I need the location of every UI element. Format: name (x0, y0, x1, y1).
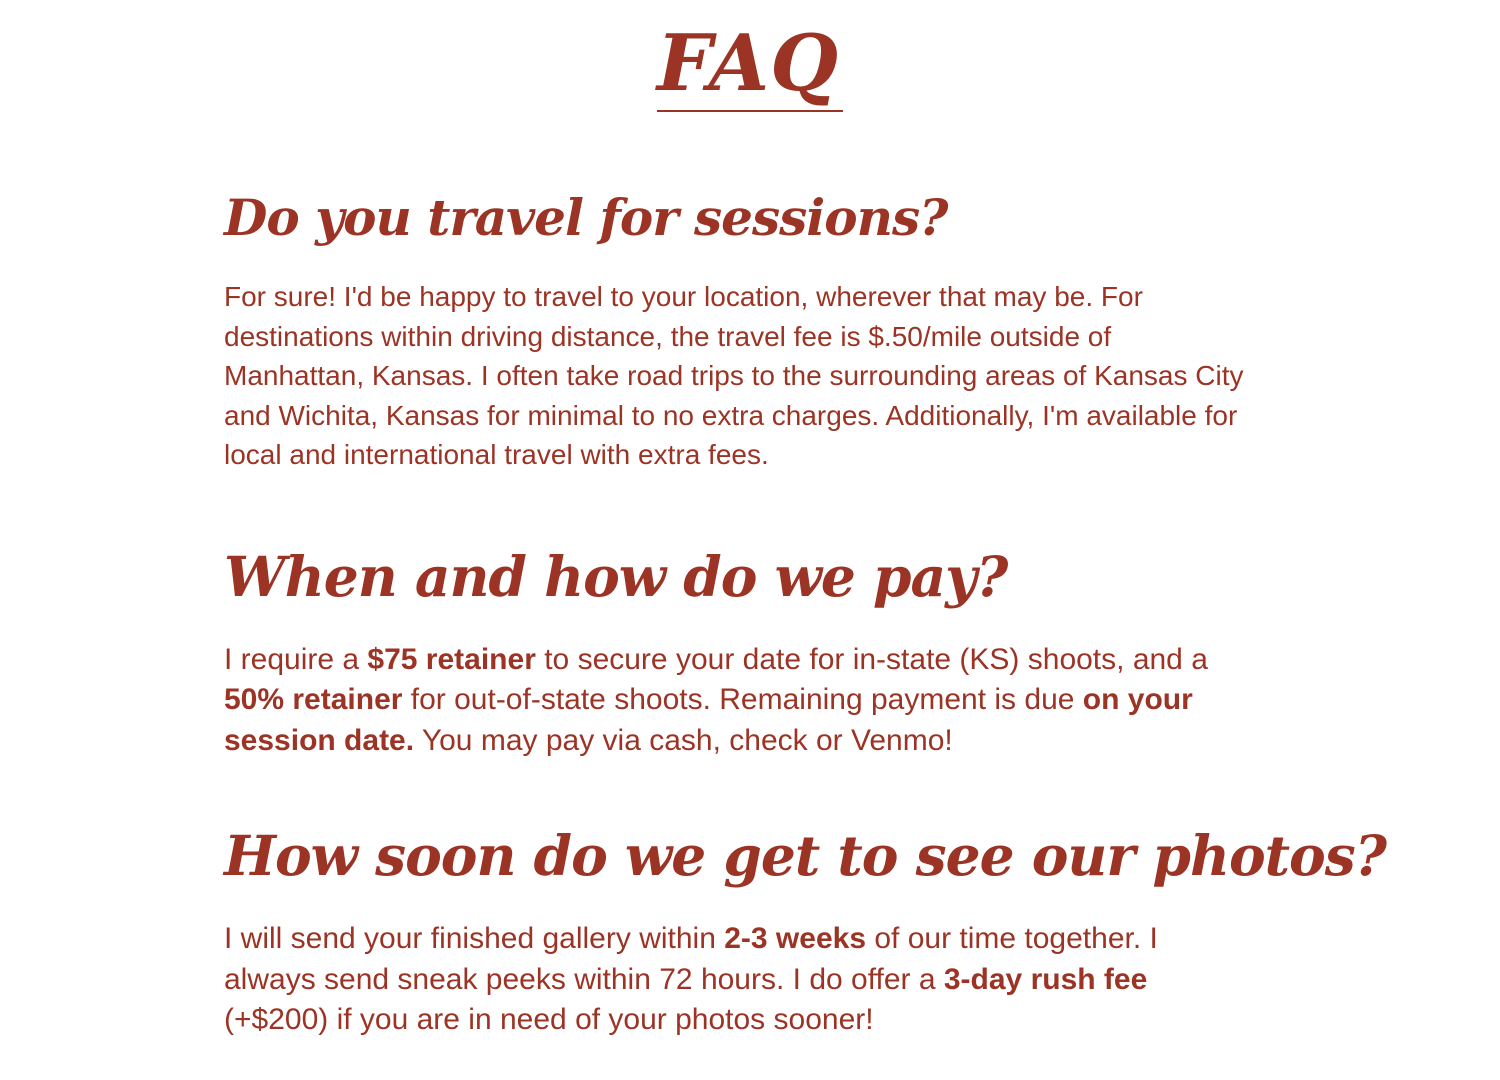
answer-emphasis: $75 retainer (367, 642, 536, 676)
page-title: FAQ (657, 18, 843, 112)
faq-answer-delivery (224, 919, 1254, 1041)
answer-text: for out-of-state shoots. Remaining payment is due (402, 683, 1083, 716)
faq-title-container (0, 18, 1500, 112)
answer-emphasis: 3-day rush fee (943, 962, 1148, 996)
answer-emphasis: 2-3 weeks (724, 922, 867, 955)
faq-item-payment (224, 542, 1254, 762)
answer-text: I require a (224, 642, 368, 676)
answer-text: You may pay via cash, check or Venmo! (414, 723, 953, 757)
answer-text: (+$200) if you are in need of your photos sooner! (224, 1003, 874, 1036)
answer-text: to secure your date for in-state (KS) shoots, and a (535, 642, 1208, 676)
answer-emphasis: 50% retainer (224, 683, 403, 716)
faq-answer-payment (224, 640, 1254, 762)
faq-item-delivery (224, 821, 1386, 1041)
answer-text: I will send your finished gallery within (224, 922, 725, 955)
faq-question-travel: Do you travel for sessions? (224, 188, 948, 247)
answer-text: of our time together. I always send sneak peeks within 72 hours. I do offer a (224, 922, 1158, 996)
answer-emphasis: on your session date. (224, 683, 1193, 757)
faq-answer-travel (224, 277, 1254, 475)
faq-list (224, 185, 1386, 1041)
answer-text: For sure! I'd be happy to travel to your location, wherever that may be. For destinations within driving distance, the travel fee is $.50/mile outside of Manhattan, Kansas. I often take road trips to the surrounding areas of Kansas City and Wichita, Kansas for minimal to no extra charges. Additionally, I'm available for local and international travel with extra fees. (224, 281, 1244, 470)
faq-item-travel (224, 185, 1254, 475)
faq-question-payment: When and how do we pay? (224, 543, 1008, 609)
faq-question-delivery: How soon do we get to see our photos? (224, 823, 1386, 888)
